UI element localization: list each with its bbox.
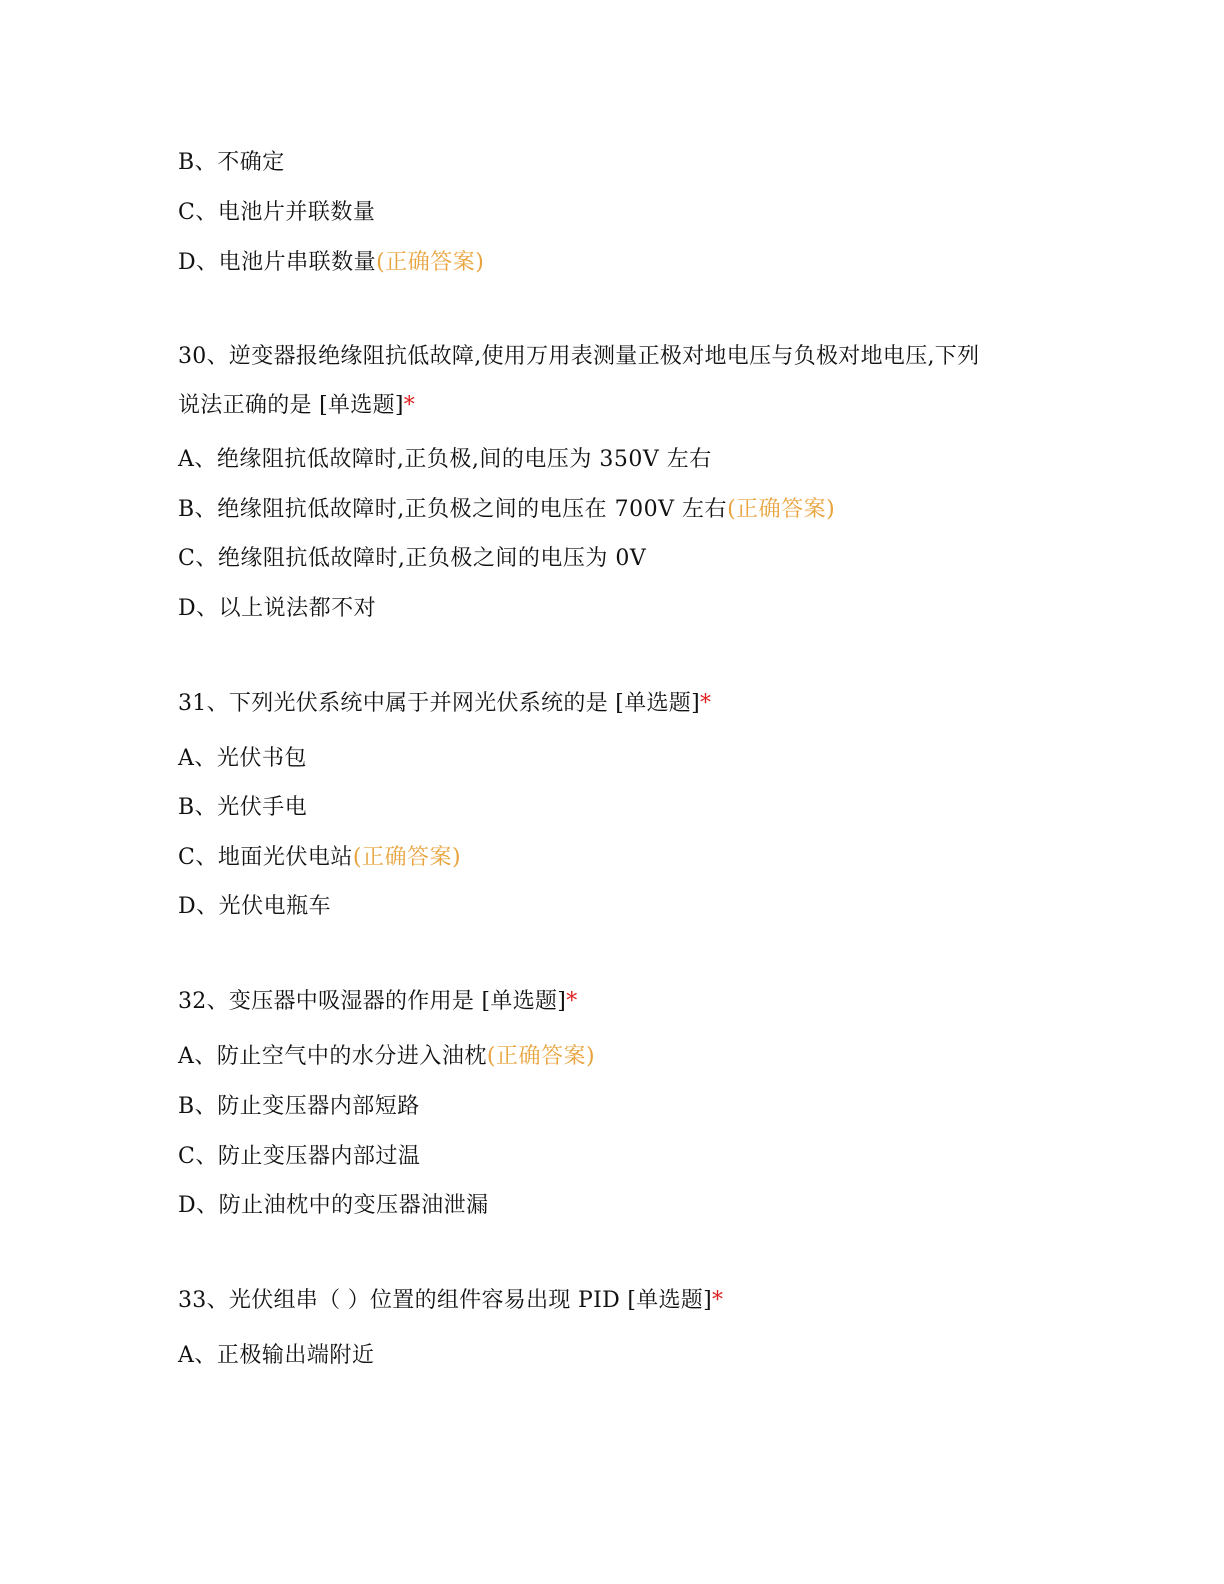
option-separator: 、 xyxy=(196,894,219,919)
option-text: 不确定 xyxy=(217,150,285,175)
required-asterisk: * xyxy=(566,989,578,1014)
option-c xyxy=(178,198,375,228)
option-separator: 、 xyxy=(195,845,218,870)
option-letter: A xyxy=(178,447,195,472)
correct-answer-marker: (正确答案) xyxy=(376,250,485,275)
option-separator: 、 xyxy=(195,546,218,571)
option-text: 地面光伏电站 xyxy=(217,845,353,870)
option-text: 光伏手电 xyxy=(217,795,308,820)
option-text: 光伏书包 xyxy=(216,746,307,771)
option-letter: B xyxy=(178,1094,195,1119)
option-separator: 、 xyxy=(196,1193,219,1218)
correct-answer-marker: (正确答案) xyxy=(486,1044,596,1069)
question-32-title xyxy=(178,987,578,1017)
option-text: 防止变压器内部过温 xyxy=(217,1144,421,1169)
option-c xyxy=(178,843,461,873)
option-text: 防止变压器内部短路 xyxy=(217,1094,420,1119)
option-text: 绝缘阻抗低故障时,正负极之间的电压在 700V 左右 xyxy=(217,497,728,522)
question-text: 逆变器报绝缘阻抗低故障,使用万用表测量正极对地电压与负极对地电压,下列 xyxy=(228,344,980,369)
option-c xyxy=(178,1142,420,1172)
option-letter: C xyxy=(178,1144,196,1169)
option-text: 防止空气中的水分进入油枕 xyxy=(216,1044,487,1069)
option-separator: 、 xyxy=(194,447,217,472)
option-a xyxy=(178,1341,374,1371)
question-type-tag: [单选题] xyxy=(620,1288,712,1313)
option-b xyxy=(178,793,307,823)
option-d xyxy=(178,1191,489,1221)
option-separator: 、 xyxy=(195,200,218,225)
option-letter: C xyxy=(178,845,196,870)
required-asterisk: * xyxy=(403,393,416,418)
option-separator: 、 xyxy=(196,250,219,275)
question-text: 说法正确的是 xyxy=(178,393,312,418)
option-letter: A xyxy=(178,746,195,771)
option-letter: B xyxy=(178,795,195,820)
option-text: 绝缘阻抗低故障时,正负极,间的电压为 350V 左右 xyxy=(216,447,712,472)
option-b xyxy=(178,148,285,178)
question-text: 下列光伏系统中属于并网光伏系统的是 xyxy=(228,691,609,716)
option-letter: D xyxy=(178,250,197,275)
option-separator: 、 xyxy=(194,1343,217,1368)
option-letter: A xyxy=(178,1044,195,1069)
question-30-title-line2 xyxy=(178,391,415,421)
option-letter: D xyxy=(178,1193,197,1218)
question-number: 31、 xyxy=(178,691,229,716)
correct-answer-marker: (正确答案) xyxy=(352,845,462,870)
option-b xyxy=(178,1092,420,1122)
option-a xyxy=(178,744,307,774)
question-number: 33、 xyxy=(178,1288,229,1313)
option-separator: 、 xyxy=(194,1044,217,1069)
question-text: 光伏组串（ ）位置的组件容易出现 PID xyxy=(228,1288,621,1313)
option-separator: 、 xyxy=(195,1144,218,1169)
option-separator: 、 xyxy=(194,1094,218,1119)
option-letter: B xyxy=(178,150,195,175)
option-letter: A xyxy=(178,1343,195,1368)
option-letter: D xyxy=(178,596,197,621)
option-text: 正极输出端附近 xyxy=(216,1343,375,1368)
question-type-tag: [单选题] xyxy=(474,989,567,1014)
question-30-title-line1 xyxy=(178,342,979,372)
question-number: 30、 xyxy=(178,344,229,369)
required-asterisk: * xyxy=(699,691,712,716)
option-d xyxy=(178,594,376,624)
option-text: 防止油枕中的变压器油泄漏 xyxy=(218,1193,489,1218)
option-d xyxy=(178,892,331,922)
option-separator: 、 xyxy=(196,596,219,621)
correct-answer-marker: (正确答案) xyxy=(727,497,836,522)
question-text: 变压器中吸湿器的作用是 xyxy=(228,989,475,1014)
option-a xyxy=(178,1042,595,1072)
option-separator: 、 xyxy=(194,746,217,771)
option-b xyxy=(178,495,835,525)
option-text: 电池片并联数量 xyxy=(217,200,376,225)
option-letter: D xyxy=(178,894,197,919)
question-number: 32、 xyxy=(178,989,229,1014)
required-asterisk: * xyxy=(712,1288,724,1313)
option-letter: C xyxy=(178,546,196,571)
question-31-title xyxy=(178,689,711,719)
option-separator: 、 xyxy=(194,150,218,175)
option-c xyxy=(178,544,646,574)
option-a xyxy=(178,445,712,475)
option-separator: 、 xyxy=(194,497,218,522)
question-type-tag: [单选题] xyxy=(311,393,404,418)
option-text: 以上说法都不对 xyxy=(218,596,377,621)
question-type-tag: [单选题] xyxy=(608,691,700,716)
option-d xyxy=(178,248,484,278)
option-text: 光伏电瓶车 xyxy=(218,894,332,919)
question-33-title xyxy=(178,1286,723,1316)
option-letter: C xyxy=(178,200,196,225)
option-separator: 、 xyxy=(194,795,218,820)
option-text: 绝缘阻抗低故障时,正负极之间的电压为 0V xyxy=(217,546,647,571)
option-text: 电池片串联数量 xyxy=(218,250,377,275)
option-letter: B xyxy=(178,497,195,522)
